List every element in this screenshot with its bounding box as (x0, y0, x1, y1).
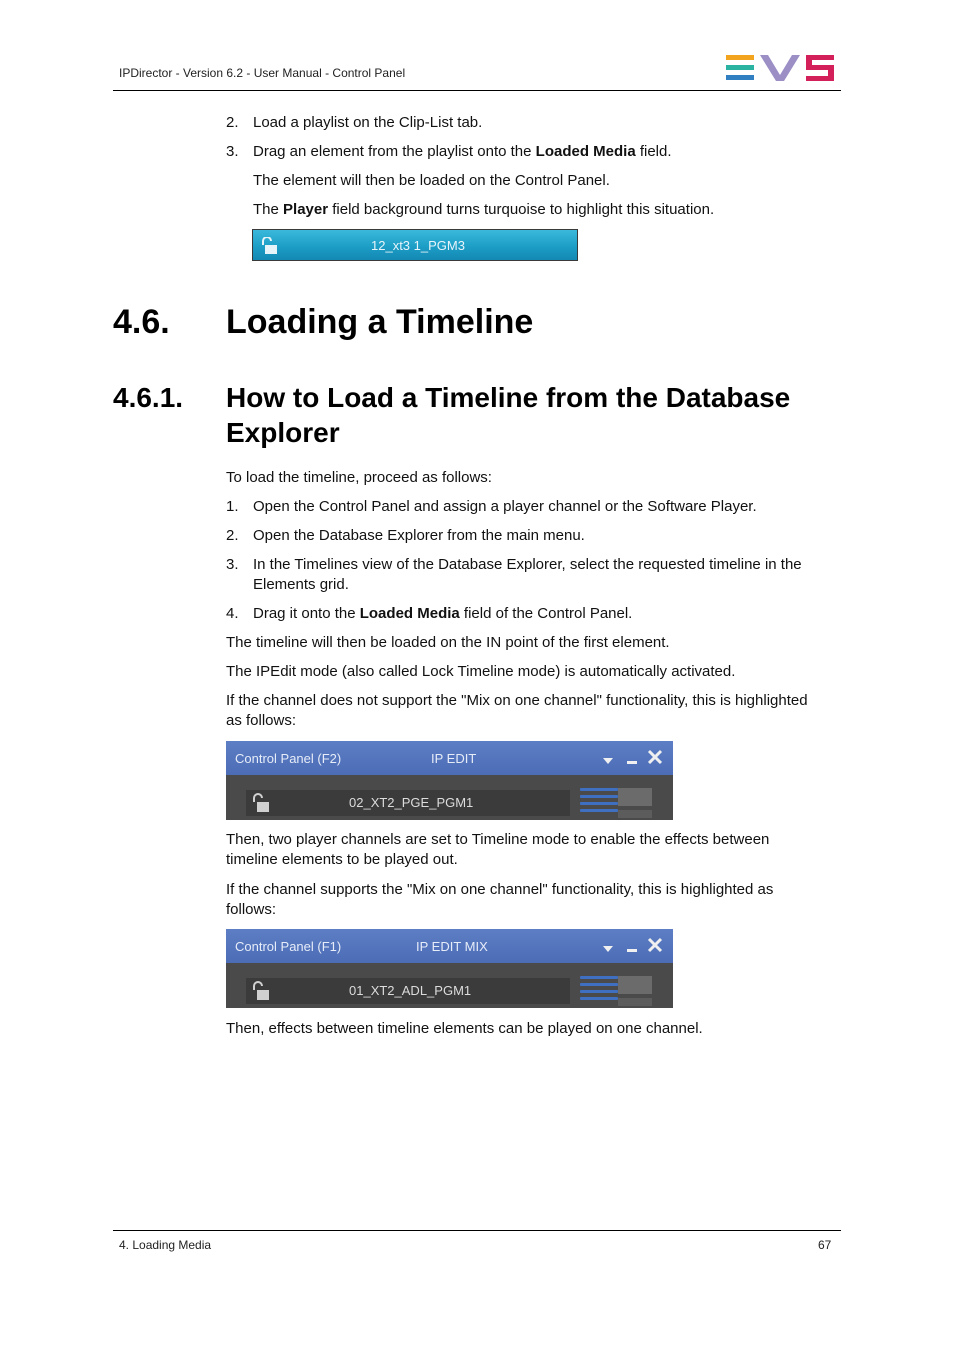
close-icon (649, 751, 661, 763)
footer-rule (113, 1230, 841, 1231)
paragraph: If the channel does not support the "Mix on one channel" functionality, this is highlighted (226, 692, 808, 709)
dropdown-icon (603, 758, 613, 764)
section-title: Loading a Timeline (226, 303, 534, 341)
intro-paragraph: To load the timeline, proceed as follows: (226, 469, 492, 486)
close-icon (649, 939, 661, 951)
step-number: 2. (226, 114, 239, 131)
dropdown-icon (603, 946, 613, 952)
loaded-media-field (246, 790, 570, 816)
step-text: In the Timelines view of the Database Explorer, select the requested timeline in the (253, 556, 802, 573)
step-number: 3. (226, 556, 239, 573)
panel-mode: IP EDIT MIX (416, 939, 488, 954)
paragraph: The IPEdit mode (also called Lock Timeline mode) is automatically activated. (226, 663, 736, 680)
paragraph: Then, effects between timeline elements can be played on one channel. (226, 1020, 703, 1037)
player-field-screenshot (252, 229, 578, 261)
subsection-title-line2: Explorer (226, 417, 340, 448)
step-subtext: The element will then be loaded on the Control Panel. (253, 172, 610, 189)
loaded-media-label: 01_XT2_ADL_PGM1 (349, 983, 472, 998)
unlock-icon (259, 237, 279, 255)
panel-button (618, 810, 652, 818)
page-number: 67 (818, 1238, 832, 1252)
panel-title: Control Panel (F1) (235, 939, 342, 954)
step-number: 3. (226, 143, 239, 160)
header-rule (113, 90, 841, 91)
step-number: 4. (226, 605, 239, 622)
step-text: Elements grid. (253, 576, 349, 593)
subsection-number: 4.6.1. (113, 382, 184, 413)
window-controls (599, 749, 667, 767)
panel-titlebar (226, 741, 673, 775)
control-panel-screenshot-f1 (226, 929, 673, 1008)
step-number: 1. (226, 498, 239, 515)
panel-title: Control Panel (F2) (235, 751, 342, 766)
minimize-icon (627, 949, 637, 952)
paragraph: The timeline will then be loaded on the IN point of the first element. (226, 634, 670, 651)
step-text: Drag an element from the playlist onto the Loaded Media field. (253, 143, 672, 160)
channel-bars (580, 976, 618, 1004)
loaded-media-label: 02_XT2_PGE_PGM1 (349, 795, 474, 810)
minimize-icon (627, 761, 637, 764)
window-controls (599, 937, 667, 955)
step-subtext: The Player field background turns turquoise to highlight this situation. (253, 201, 715, 218)
paragraph: If the channel supports the "Mix on one channel" functionality, this is highlighted as (226, 881, 774, 898)
step-number: 2. (226, 527, 239, 544)
paragraph: follows: (226, 901, 277, 918)
step-text: Open the Control Panel and assign a player channel or the Software Player. (253, 498, 757, 515)
loaded-media-field (246, 978, 570, 1004)
subsection-title-line1: How to Load a Timeline from the Database (226, 382, 791, 413)
paragraph: timeline elements to be played out. (226, 851, 458, 868)
step-text: Load a playlist on the Clip-List tab. (253, 114, 483, 131)
loaded-media-label: 12_xt3 1_PGM3 (371, 238, 465, 253)
step-text: Drag it onto the Loaded Media field of the Control Panel. (253, 605, 633, 622)
section-number: 4.6. (113, 303, 170, 341)
panel-titlebar (226, 929, 673, 963)
step-text: Open the Database Explorer from the main menu. (253, 527, 585, 544)
unlock-icon (250, 793, 272, 813)
footer-chapter: 4. Loading Media (119, 1238, 212, 1252)
control-panel-screenshot-f2 (226, 741, 673, 820)
header-title: IPDirector - Version 6.2 - User Manual - Control Panel (119, 66, 406, 80)
paragraph: Then, two player channels are set to Timeline mode to enable the effects between (226, 831, 770, 848)
channel-bars (580, 788, 618, 816)
panel-button (618, 998, 652, 1006)
unlock-icon (250, 981, 272, 1001)
panel-button (618, 976, 652, 994)
evs-logo (726, 53, 834, 83)
paragraph: as follows: (226, 712, 297, 729)
panel-mode: IP EDIT (431, 751, 477, 766)
panel-button (618, 788, 652, 806)
